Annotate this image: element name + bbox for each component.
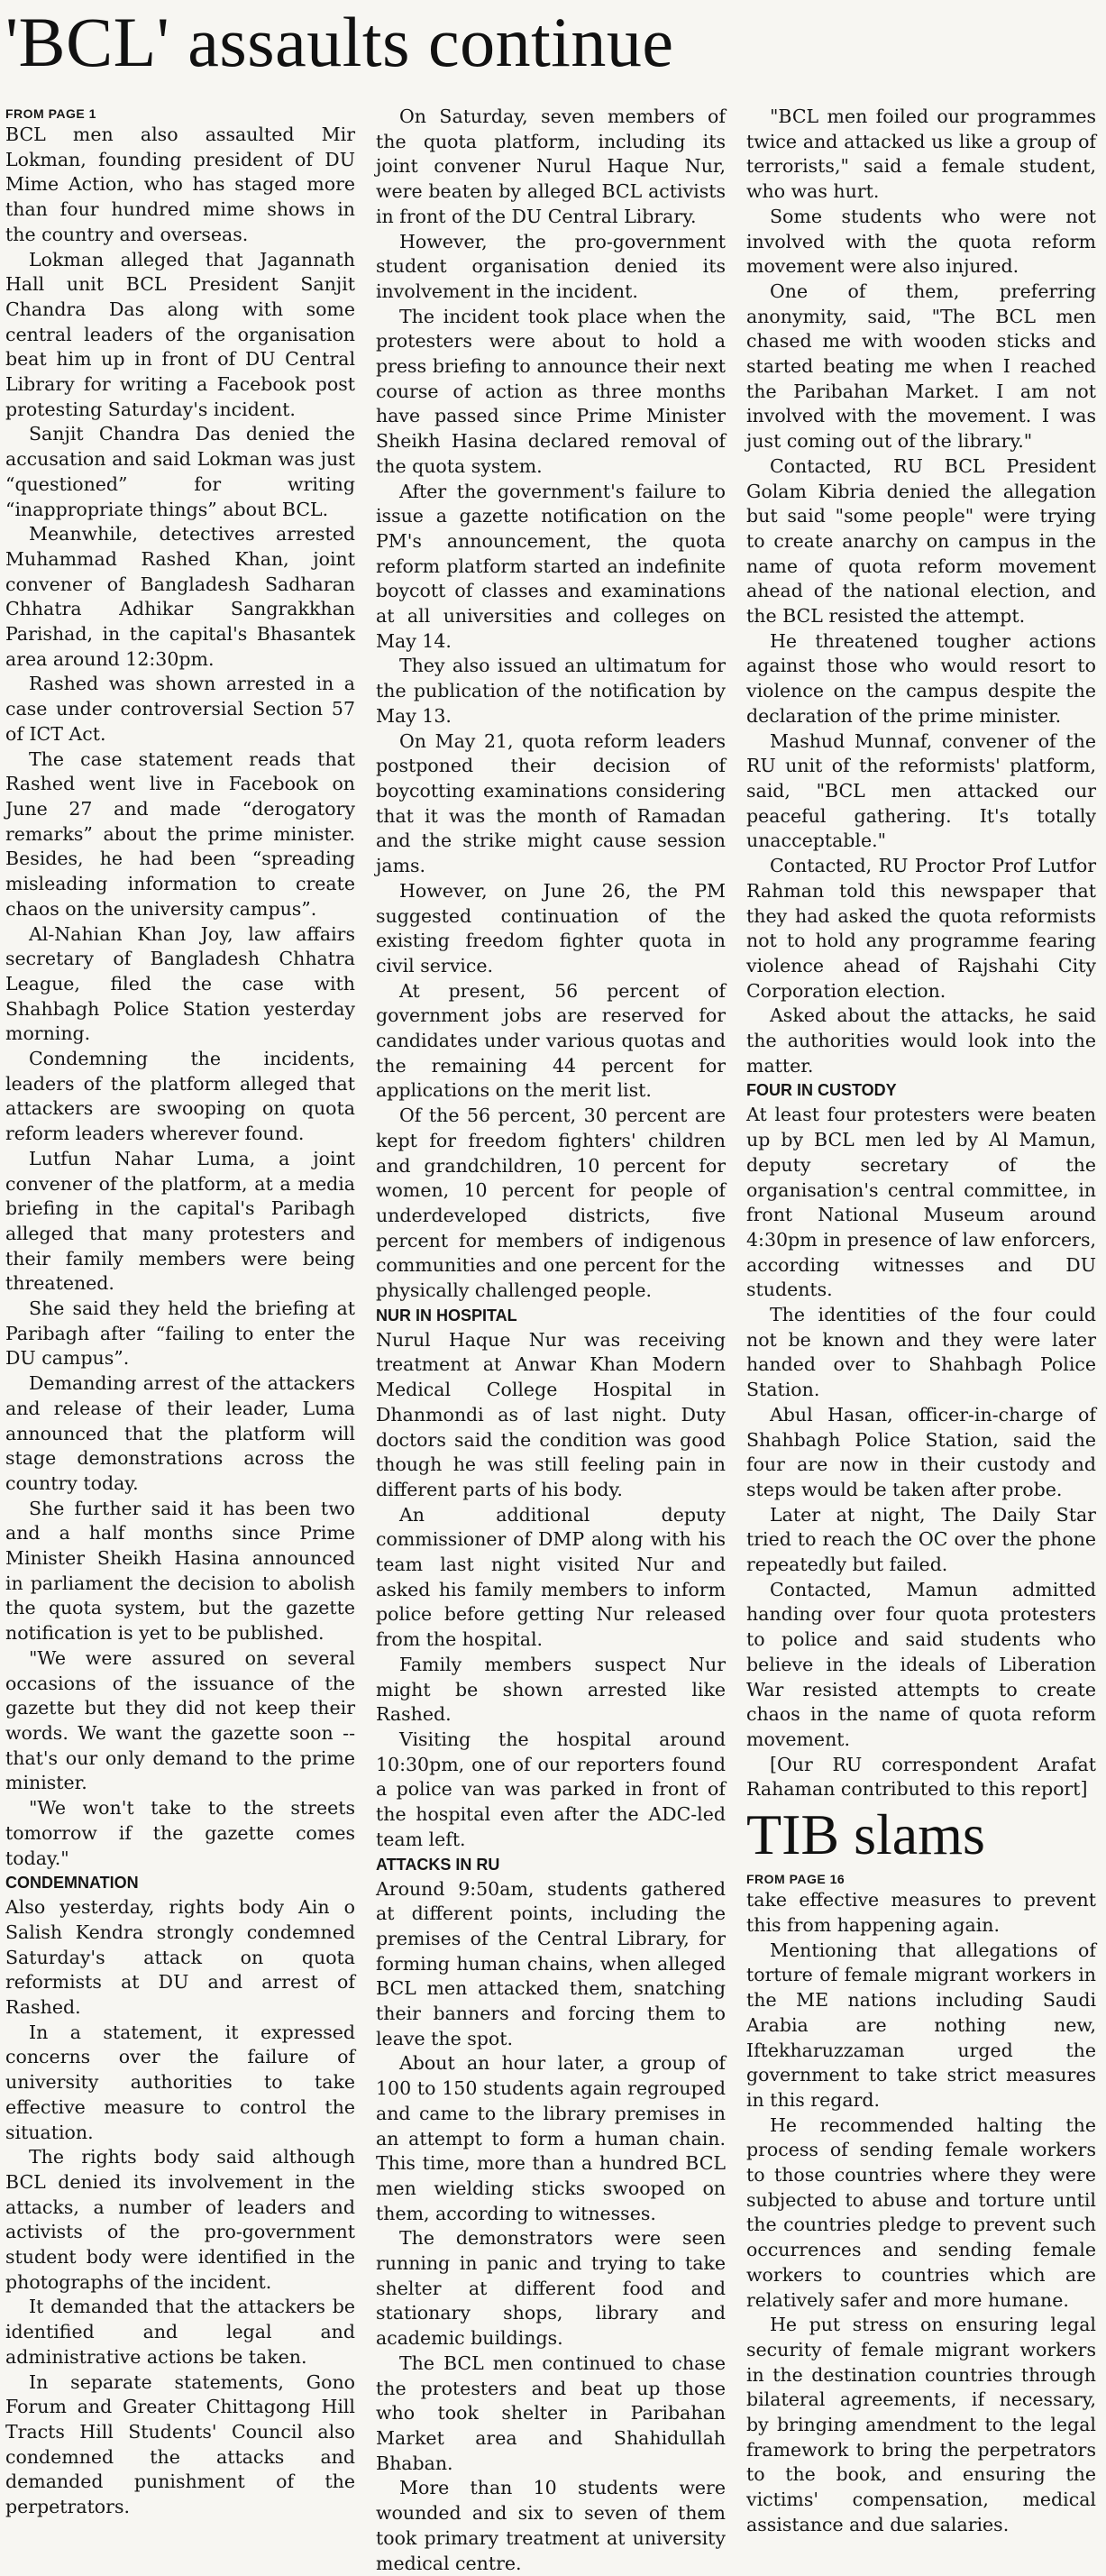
paragraph: He threatened tougher actions against those who would resort to violence on the campus despite the declaration of the prime minister. xyxy=(746,629,1096,727)
paragraph: The case statement reads that Rashed went live in Facebook on June 27 and made “derogatory remarks” about the prime minister. Besides, he had been “spreading misleading information to create chaos on the university campus”. xyxy=(5,747,355,920)
paragraph: At least four protesters were beaten up by BCL men led by Al Mamun, deputy secretary of the organisation's central committee, in front National Museum around 4:30pm in presence of law enforcers, according witnesses and DU students. xyxy=(746,1104,1096,1301)
paragraph: After the government's failure to issue a gazette notification on the PM's announcement, the quota reform platform started an indefinite boycott of classes and examinations at all universities and colleges on May 14. xyxy=(376,480,726,652)
paragraph: Also yesterday, rights body Ain o Salish Kendra strongly condemned Saturday's attack on quota reformists at DU and arrest of Rashed. xyxy=(5,1896,355,2019)
paragraph: An additional deputy commissioner of DMP along with his team last night visited Nur and asked his family members to inform police before getting Nur released from the hospital. xyxy=(376,1503,726,1651)
paragraph: Mashud Munnaf, convener of the RU unit of the reformists' platform, said, "BCL men attacked our peaceful gathering. It's totally unacceptable." xyxy=(746,729,1096,852)
paragraph: One of them, preferring anonymity, said, "The BCL men chased me with wooden sticks and started beating me when I reached the Paribahan Market. I am not involved with the movement. I was just coming out of the library." xyxy=(746,280,1096,453)
paragraph: Visiting the hospital around 10:30pm, one of our reporters found a police van was parked in front of the hospital even after the ADC-led team left. xyxy=(376,1728,726,1850)
paragraph: Lokman alleged that Jagannath Hall unit BCL President Sanjit Chandra Das along with some central leaders of the organisation beat him up in front of DU Central Library for writing a Facebook post protesting Saturday's incident. xyxy=(5,248,355,420)
dateline: FROM PAGE 16 xyxy=(746,1872,845,1887)
headline-tib-slams: TIB slams xyxy=(746,1802,985,1867)
paragraph: On Saturday, seven members of the quota platform, including its joint convener Nurul Haque Nur, were beaten by alleged BCL activists in front of the DU Central Library. xyxy=(376,105,726,227)
paragraph: Sanjit Chandra Das denied the accusation and said Lokman was just “questioned” for writing “inappropriate things” about BCL. xyxy=(5,423,355,520)
headline-bcl: 'BCL' assaults continue xyxy=(5,3,674,81)
paragraph: Al-Nahian Khan Joy, law affairs secretary of Bangladesh Chhatra League, filed the case with Shahbagh Police Station yesterday morning. xyxy=(5,922,355,1045)
paragraph: She said they held the briefing at Paribagh after “failing to enter the DU campus”. xyxy=(5,1297,355,1370)
paragraph: Nurul Haque Nur was receiving treatment at Anwar Khan Modern Medical College Hospital in Dhanmondi as of last night. Duty doctors said the condition was good though he was still feeling pain in different parts of his body. xyxy=(376,1328,726,1500)
paragraph: However, the pro-government student organisation denied its involvement in the incident. xyxy=(376,230,726,302)
paragraph: He recommended halting the process of sending female workers to those countries where they were subjected to abuse and torture until the countries pledge to prevent such occurrences and sending female workers to countries which are relatively safer and more humane. xyxy=(746,2113,1096,2311)
paragraph: He put stress on ensuring legal security of female migrant workers in the destination countries through bilateral agreements, if necessary, by bringing amendment to the legal framework to bring the perpetrators to the book, and ensuring the victims' compensation, medical assistance and due salaries. xyxy=(746,2314,1096,2535)
paragraph: In a statement, it expressed concerns over the failure of university authorities to take effective measure to control the situation. xyxy=(5,2021,355,2143)
paragraph: They also issued an ultimatum for the publication of the notification by May 13. xyxy=(376,655,726,727)
paragraph: Lutfun Nahar Luma, a joint convener of the platform, at a media briefing in the capital's Paribagh alleged that many protesters and their family members were being threatened. xyxy=(5,1147,355,1295)
paragraph: The rights body said although BCL denied its involvement in the attacks, a number of leaders and activists of the pro-government student body were identified in the photographs of the incident. xyxy=(5,2146,355,2293)
column-3 xyxy=(746,105,1096,2538)
paragraph: Rashed was shown arrested in a case under controversial Section 57 of ICT Act. xyxy=(5,673,355,745)
paragraph: The incident took place when the protesters were about to hold a press briefing to announce their next course of action as three months have passed since Prime Minister Sheikh Hasina declared removal of the quota system. xyxy=(376,305,726,477)
paragraph: "We were assured on several occasions of the issuance of the gazette but they did not keep their words. We want the gazette soon -- that's our only demand to the prime minister. xyxy=(5,1646,355,1794)
paragraph: Of the 56 percent, 30 percent are kept for freedom fighters' children and grandchildren, 10 percent for women, 10 percent for people of underdeveloped districts, five percent for members of indigenous communities and one percent for the physically challenged people. xyxy=(376,1105,726,1302)
paragraph: In separate statements, Gono Forum and Greater Chittagong Hill Tracts Hill Students' Council also condemned the attacks and demanded punishment of the perpetrators. xyxy=(5,2370,355,2518)
paragraph: At present, 56 percent of government jobs are reserved for candidates under various quotas and the remaining 44 percent for applications on the merit list. xyxy=(376,979,726,1102)
paragraph: Abul Hasan, officer-in-charge of Shahbagh Police Station, said the four are now in their custody and steps would be taken after probe. xyxy=(746,1403,1096,1500)
paragraph: Condemning the incidents, leaders of the platform alleged that attackers are swooping on quota reform leaders wherever found. xyxy=(5,1048,355,1145)
paragraph: BCL men also assaulted Mir Lokman, founding president of DU Mime Action, who has staged more than four hundred mime shows in the country and overseas. xyxy=(5,124,355,245)
paragraph: Asked about the attacks, he said the authorities would look into the matter. xyxy=(746,1004,1096,1077)
paragraph: Around 9:50am, students gathered at different points, including the premises of the Central Library, for forming human chains, when alleged BCL men attacked them, snatching their banners and forcing them to leave the spot. xyxy=(376,1877,726,2049)
paragraph: Contacted, Mamun admitted handing over four quota protesters to police and said students who believe in the ideals of Liberation War resisted attempts to create chaos in the name of quota reform movement. xyxy=(746,1578,1096,1750)
paragraph: On May 21, quota reform leaders postponed their decision of boycotting examinations considering that it was the month of Ramadan and the strike might cause session jams. xyxy=(376,729,726,877)
paragraph: The demonstrators were seen running in panic and trying to take shelter at different food and stationary shops, library and academic buildings. xyxy=(376,2227,726,2350)
paragraph: The identities of the four could not be known and they were later handed over to Shahbagh Police Station. xyxy=(746,1304,1096,1401)
paragraph: She further said it has been two and a half months since Prime Minister Sheikh Hasina announced in parliament the decision to abolish the quota system, but the gazette notification is yet to be published. xyxy=(5,1497,355,1645)
paragraph: Mentioning that allegations of torture of female migrant workers in the ME nations including Saudi Arabia are nothing new, Iftekharuzzaman urged the government to take strict measures in this regard. xyxy=(746,1939,1096,2111)
paragraph: take effective measures to prevent this from happening again. xyxy=(746,1889,1096,1936)
paragraph: Demanding arrest of the attackers and release of their leader, Luma announced that the platform will stage demonstrations across the country today. xyxy=(5,1372,355,1494)
paragraph: "We won't take to the streets tomorrow if the gazette comes today." xyxy=(5,1797,355,1869)
contributor-note: [Our RU correspondent Arafat Rahaman contributed to this report] xyxy=(746,1753,1096,1801)
dateline: FROM PAGE 1 xyxy=(5,106,96,121)
subhead-nur-in-hospital: NUR IN HOSPITAL xyxy=(376,1306,517,1325)
paragraph: Meanwhile, detectives arrested Muhammad Rashed Khan, joint convener of Bangladesh Sadharan Chhatra Adhikar Sangrakkhan Parishad, in the capital's Bhasantek area around 12:30pm. xyxy=(5,523,355,670)
paragraph: The BCL men continued to chase the protesters and beat up those who took shelter in Paribahan Market area and Shahidullah Bhaban. xyxy=(376,2351,726,2474)
paragraph: Contacted, RU Proctor Prof Lutfor Rahman told this newspaper that they had asked the quota reformists not to hold any programme fearing violence ahead of Rajshahi City Corporation election. xyxy=(746,855,1096,1002)
paragraph: However, on June 26, the PM suggested continuation of the existing freedom fighter quota in civil service. xyxy=(376,879,726,976)
subhead-four-in-custody: FOUR IN CUSTODY xyxy=(746,1081,897,1100)
paragraph: About an hour later, a group of 100 to 150 students again regrouped and came to the library premises in an attempt to form a human chain. This time, more than a hundred BCL men wielding sticks swooped on them, according to witnesses. xyxy=(376,2052,726,2224)
column-2 xyxy=(376,105,726,2576)
paragraph: It demanded that the attackers be identified and legal and administrative actions be taken. xyxy=(5,2296,355,2368)
subhead-attacks-in-ru: ATTACKS IN RU xyxy=(376,1855,500,1874)
paragraph: "BCL men foiled our programmes twice and attacked us like a group of terrorists," said a female student, who was hurt. xyxy=(746,105,1096,203)
column-1 xyxy=(5,105,355,2520)
paragraph: Later at night, The Daily Star tried to reach the OC over the phone repeatedly but failed. xyxy=(746,1503,1096,1576)
subhead-condemnation: CONDEMNATION xyxy=(5,1874,139,1893)
paragraph: Some students who were not involved with the quota reform movement were also injured. xyxy=(746,205,1096,278)
paragraph: More than 10 students were wounded and six to seven of them took primary treatment at university medical centre. xyxy=(376,2477,726,2574)
paragraph: Contacted, RU BCL President Golam Kibria denied the allegation but said "some people" were trying to create anarchy on campus in the name of quota reform movement ahead of the national election, and the BCL resisted the attempt. xyxy=(746,454,1096,628)
paragraph: Family members suspect Nur might be shown arrested like Rashed. xyxy=(376,1653,726,1726)
